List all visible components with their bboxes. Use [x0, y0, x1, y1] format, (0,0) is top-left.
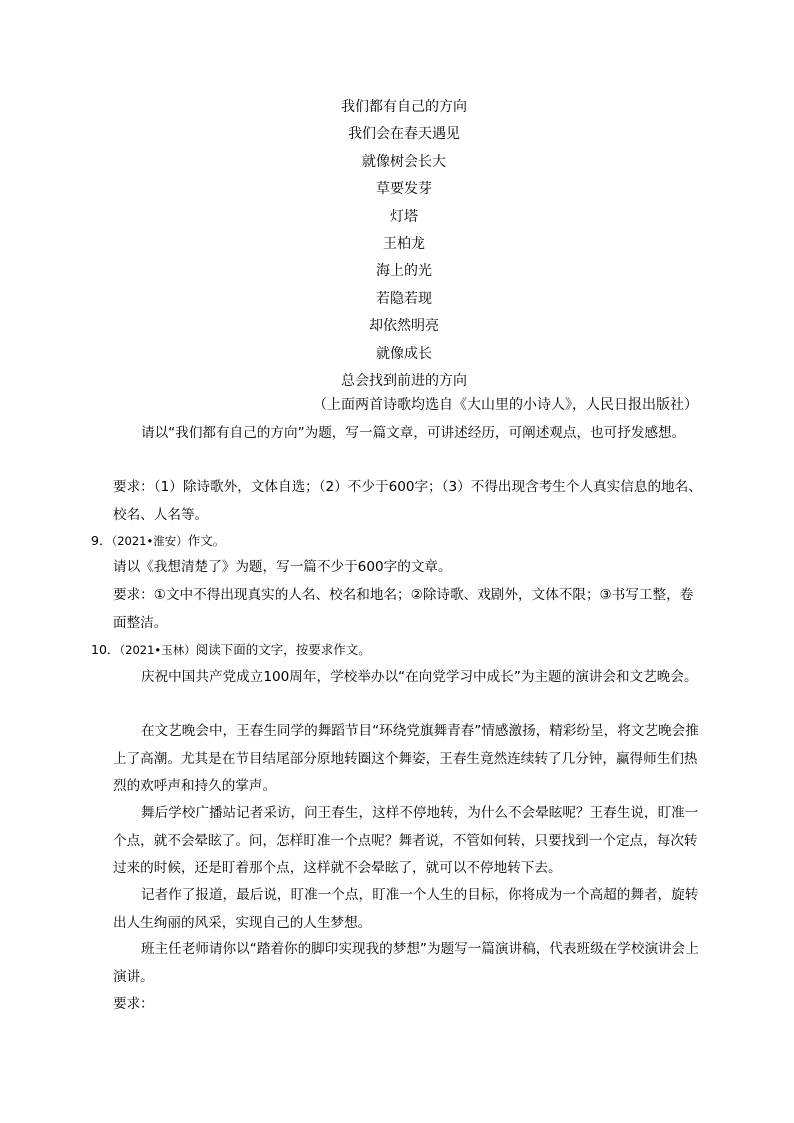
q10-paragraph: 班主任老师请你以“踏着你的脚印实现我的梦想”为题写一篇演讲稿，代表班级在学校演讲会上演讲。: [113, 941, 699, 985]
poem-source-note: （上面两首诗歌均选自《大山里的小诗人》，人民日报出版社）: [313, 397, 698, 413]
q9-heading: [91, 530, 225, 552]
question-source: （2021•淮安）: [111, 534, 188, 548]
q10-paragraph: 在文艺晚会中，王春生同学的舞蹈节目“环绕党旗舞青春”情感激扬，精彩纷呈，将文艺晚会推上了高潮。尤其是在节目结尾部分原地转圈这个舞姿，王春生竟然连续转了几分钟，赢得师生们热烈的欢呼声和持久的掌声。: [113, 723, 699, 794]
question-number: 9．: [91, 533, 112, 548]
poem-line: 我们都有自己的方向: [341, 99, 467, 115]
q10-heading: [91, 639, 371, 661]
poem-line: 若隐若现: [376, 290, 432, 307]
poem-line: 却依然明亮: [369, 318, 439, 335]
question-number: 10．: [91, 642, 120, 657]
q10-paragraph: 舞后学校广播站记者采访，问王春生，这样不停地转，为什么不会晕眩呢？王春生说，盯准一个点，就不会晕眩了。问，怎样盯准一个点呢？舞者说，不管如何转，只要找到一个定点，每次转过来的时候，还是盯着那个点，这样就不会晕眩了，就可以不停地转下去。: [113, 805, 699, 876]
poem-line: 就像树会长大: [362, 153, 446, 170]
q9-requirements: 要求：①文中不得出现真实的人名、校名和地名；②除诗歌、戏剧外，文体不限；③书写工整，卷面整洁。: [113, 587, 694, 631]
poem-line: 就像成长: [376, 345, 432, 362]
q10-requirements-label: 要求：: [113, 996, 154, 1012]
q10-paragraph: 庆祝中国共产党成立100周年，学校举办以“在向党学习中成长”为主题的演讲会和文艺晚会。: [141, 669, 698, 685]
question-title: 阅读下面的文字，按要求作文。: [195, 642, 371, 657]
poem-line: 总会找到前进的方向: [341, 372, 467, 389]
poem-author: 王柏龙: [383, 235, 425, 252]
q8-prompt: 请以“我们都有自己的方向”为题，写一篇文章，可讲述经历，可阐述观点，也可抒发感想。: [141, 425, 686, 441]
poem-line: 我们会在春天遇见: [348, 126, 460, 143]
q10-paragraph: 记者作了报道，最后说，盯准一个点，盯准一个人生的目标，你将成为一个高超的舞者，旋转出人生绚丽的风采，实现自己的人生梦想。: [113, 887, 699, 931]
q8-requirements: 要求：（1）除诗歌外，文体自选；（2）不少于600字；（3）不得出现含考生个人真实信息的地名、校名、人名等。: [113, 479, 702, 523]
poem-title: 灯塔: [390, 208, 418, 225]
question-title: 作文。: [187, 533, 226, 548]
q9-prompt: 请以《我想清楚了》为题，写一篇不少于600字的文章。: [113, 559, 452, 575]
poem-line: 海上的光: [376, 263, 432, 280]
poem-line: 草要发芽: [376, 181, 432, 198]
question-source: （2021•玉林）: [119, 643, 196, 657]
poem: [0, 94, 794, 395]
